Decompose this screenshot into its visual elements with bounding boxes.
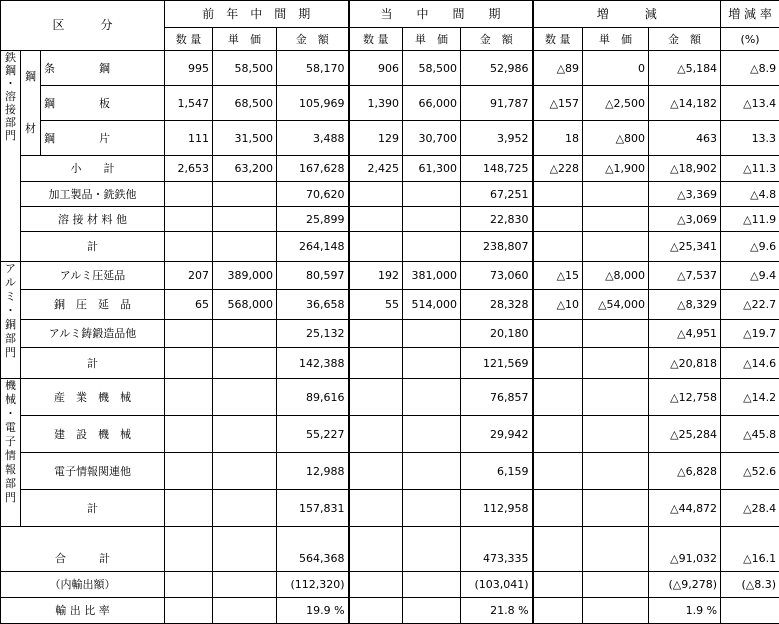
cell-curr-qty: 1,390 (349, 86, 403, 121)
cell-curr-amount: 52,986 (461, 51, 533, 86)
cell-prev-amount: 25,899 (277, 207, 349, 232)
cell-curr-amount: 121,569 (461, 348, 533, 379)
header-qty: 数 量 (533, 28, 583, 51)
cell-rate: △52.6 (721, 453, 779, 490)
cell-curr-amount: 21.8 % (461, 598, 533, 624)
cell-curr-price: 30,700 (403, 121, 461, 156)
header-qty: 数 量 (165, 28, 213, 51)
row-label: 建 設 機 械 (21, 416, 165, 453)
cell-diff-amount: △8,329 (649, 290, 721, 320)
cell-curr-amount: 473,335 (461, 527, 533, 572)
cell-curr-qty: 906 (349, 51, 403, 86)
cell-prev-qty: 1,547 (165, 86, 213, 121)
cell-diff-amount: △25,341 (649, 232, 721, 262)
cell-curr-qty: 129 (349, 121, 403, 156)
cell-prev-amount: 564,368 (277, 527, 349, 572)
cell-curr-amount: 28,328 (461, 290, 533, 320)
cell-prev-amount: 58,170 (277, 51, 349, 86)
cell-prev-price: 68,500 (213, 86, 277, 121)
cell-diff-price: △8,000 (583, 262, 649, 290)
cell-curr-amount: 73,060 (461, 262, 533, 290)
cell-curr-price: 58,500 (403, 51, 461, 86)
cell-prev-amount: 167,628 (277, 156, 349, 182)
cell-curr-price: 66,000 (403, 86, 461, 121)
cell-diff-amount: △25,284 (649, 416, 721, 453)
cell-prev-amount: 105,969 (277, 86, 349, 121)
cell-prev-amount: 142,388 (277, 348, 349, 379)
cell-curr-price: 514,000 (403, 290, 461, 320)
cell-diff-amount: 463 (649, 121, 721, 156)
cell-curr-price: 61,300 (403, 156, 461, 182)
cell-diff-amount: △5,184 (649, 51, 721, 86)
cell-diff-qty: △228 (533, 156, 583, 182)
cell-curr-amount: 6,159 (461, 453, 533, 490)
header-curr-period: 当 中 間 期 (349, 1, 533, 28)
cell-prev-amount: 12,988 (277, 453, 349, 490)
header-unit-price: 単 価 (583, 28, 649, 51)
cell-curr-amount: 238,807 (461, 232, 533, 262)
row-label: 条 鋼 (41, 51, 165, 86)
cell-prev-price: 568,000 (213, 290, 277, 320)
cell-prev-amount: (112,320) (277, 572, 349, 598)
header-rate: 増 減 率 (721, 1, 779, 28)
row-label: 鋼 片 (41, 121, 165, 156)
cell-rate: △19.7 (721, 320, 779, 348)
cell-prev-price: 58,500 (213, 51, 277, 86)
cell-diff-price: 0 (583, 51, 649, 86)
header-amount: 金 額 (277, 28, 349, 51)
cell-prev-price: 31,500 (213, 121, 277, 156)
cell-rate: △11.9 (721, 207, 779, 232)
cell-rate: △11.3 (721, 156, 779, 182)
cell-rate: △45.8 (721, 416, 779, 453)
total-label: 計 (21, 490, 165, 527)
dept-label-steel: 鉄 鋼 ・ 溶 接 部 門 (1, 51, 21, 262)
cell-prev-amount: 3,488 (277, 121, 349, 156)
cell-curr-qty: 55 (349, 290, 403, 320)
header-unit-price: 単 価 (213, 28, 277, 51)
cell-rate: △22.7 (721, 290, 779, 320)
cell-prev-amount: 89,616 (277, 379, 349, 416)
exports-label: （内輸出額） (1, 572, 165, 598)
cell-diff-price: △2,500 (583, 86, 649, 121)
row-label: アルミ鋳鍛造品他 (21, 320, 165, 348)
cell-curr-qty: 192 (349, 262, 403, 290)
cell-prev-qty: 65 (165, 290, 213, 320)
cell-diff-amount: △7,537 (649, 262, 721, 290)
cell-diff-amount: △6,828 (649, 453, 721, 490)
cell-diff-qty: △10 (533, 290, 583, 320)
row-label: 産 業 機 械 (21, 379, 165, 416)
cell-curr-amount: 76,857 (461, 379, 533, 416)
cell-diff-amount: △18,902 (649, 156, 721, 182)
header-category: 区 分 (1, 1, 165, 51)
material-label: 鋼 材 (21, 51, 41, 156)
cell-curr-amount: 148,725 (461, 156, 533, 182)
header-change: 増 減 (533, 1, 721, 28)
cell-diff-amount: △3,069 (649, 207, 721, 232)
cell-diff-amount: (△9,278) (649, 572, 721, 598)
cell-curr-amount: 3,952 (461, 121, 533, 156)
cell-diff-qty: △89 (533, 51, 583, 86)
total-label: 計 (21, 232, 165, 262)
cell-rate: △14.2 (721, 379, 779, 416)
cell-prev-qty: 111 (165, 121, 213, 156)
cell-rate: 13.3 (721, 121, 779, 156)
row-label: 加工製品・銑鉄他 (21, 182, 165, 207)
header-rate-unit: (%) (721, 28, 779, 51)
cell-prev-amount: 36,658 (277, 290, 349, 320)
header-amount: 金 額 (461, 28, 533, 51)
cell-prev-amount: 70,620 (277, 182, 349, 207)
cell-rate: (△8.3) (721, 572, 779, 598)
dept-label-machinery: 機 械 ・ 電 子 情 報 部 門 (1, 379, 21, 527)
cell-rate: △28.4 (721, 490, 779, 527)
row-label: 電子情報関連他 (21, 453, 165, 490)
cell-diff-price: △54,000 (583, 290, 649, 320)
cell-rate: △16.1 (721, 527, 779, 572)
cell-prev-amount: 157,831 (277, 490, 349, 527)
cell-curr-amount: 29,942 (461, 416, 533, 453)
cell-diff-amount: △44,872 (649, 490, 721, 527)
cell-curr-amount: 22,830 (461, 207, 533, 232)
cell-diff-amount: 1.9 % (649, 598, 721, 624)
header-qty: 数 量 (349, 28, 403, 51)
cell-diff-amount: △4,951 (649, 320, 721, 348)
cell-diff-amount: △14,182 (649, 86, 721, 121)
total-label: 計 (21, 348, 165, 379)
cell-diff-amount: △91,032 (649, 527, 721, 572)
cell-prev-qty: 2,653 (165, 156, 213, 182)
cell-prev-price: 389,000 (213, 262, 277, 290)
cell-diff-price: △800 (583, 121, 649, 156)
cell-prev-amount: 19.9 % (277, 598, 349, 624)
cell-curr-amount: 67,251 (461, 182, 533, 207)
cell-prev-amount: 25,132 (277, 320, 349, 348)
cell-rate: △9.6 (721, 232, 779, 262)
row-label: アルミ圧延品 (21, 262, 165, 290)
cell-prev-price: 63,200 (213, 156, 277, 182)
grand-total-label: 合 計 (1, 527, 165, 572)
cell-rate: △9.4 (721, 262, 779, 290)
cell-prev-amount: 80,597 (277, 262, 349, 290)
cell-prev-qty: 207 (165, 262, 213, 290)
cell-curr-amount: 20,180 (461, 320, 533, 348)
cell-diff-qty: 18 (533, 121, 583, 156)
cell-rate: △13.4 (721, 86, 779, 121)
cell-diff-qty: △157 (533, 86, 583, 121)
row-label: 溶 接 材 料 他 (21, 207, 165, 232)
row-label: 鋼 板 (41, 86, 165, 121)
row-label: 銅 圧 延 品 (21, 290, 165, 320)
header-unit-price: 単 価 (403, 28, 461, 51)
dept-label-aluminum-copper: ア ル ミ ・ 銅 部 門 (1, 262, 21, 379)
cell-diff-amount: △3,369 (649, 182, 721, 207)
cell-prev-qty: 995 (165, 51, 213, 86)
cell-diff-amount: △12,758 (649, 379, 721, 416)
cell-curr-amount: (103,041) (461, 572, 533, 598)
cell-rate: △14.6 (721, 348, 779, 379)
export-ratio-label: 輸 出 比 率 (1, 598, 165, 624)
subtotal-label: 小 計 (21, 156, 165, 182)
cell-rate: △8.9 (721, 51, 779, 86)
cell-diff-qty: △15 (533, 262, 583, 290)
cell-diff-amount: △20,818 (649, 348, 721, 379)
cell-curr-price: 381,000 (403, 262, 461, 290)
cell-rate: △4.8 (721, 182, 779, 207)
header-prev-period: 前 年 中 間 期 (165, 1, 349, 28)
header-amount: 金 額 (649, 28, 721, 51)
cell-curr-qty: 2,425 (349, 156, 403, 182)
cell-diff-price: △1,900 (583, 156, 649, 182)
cell-curr-amount: 112,958 (461, 490, 533, 527)
cell-curr-amount: 91,787 (461, 86, 533, 121)
cell-prev-amount: 55,227 (277, 416, 349, 453)
cell-prev-amount: 264,148 (277, 232, 349, 262)
